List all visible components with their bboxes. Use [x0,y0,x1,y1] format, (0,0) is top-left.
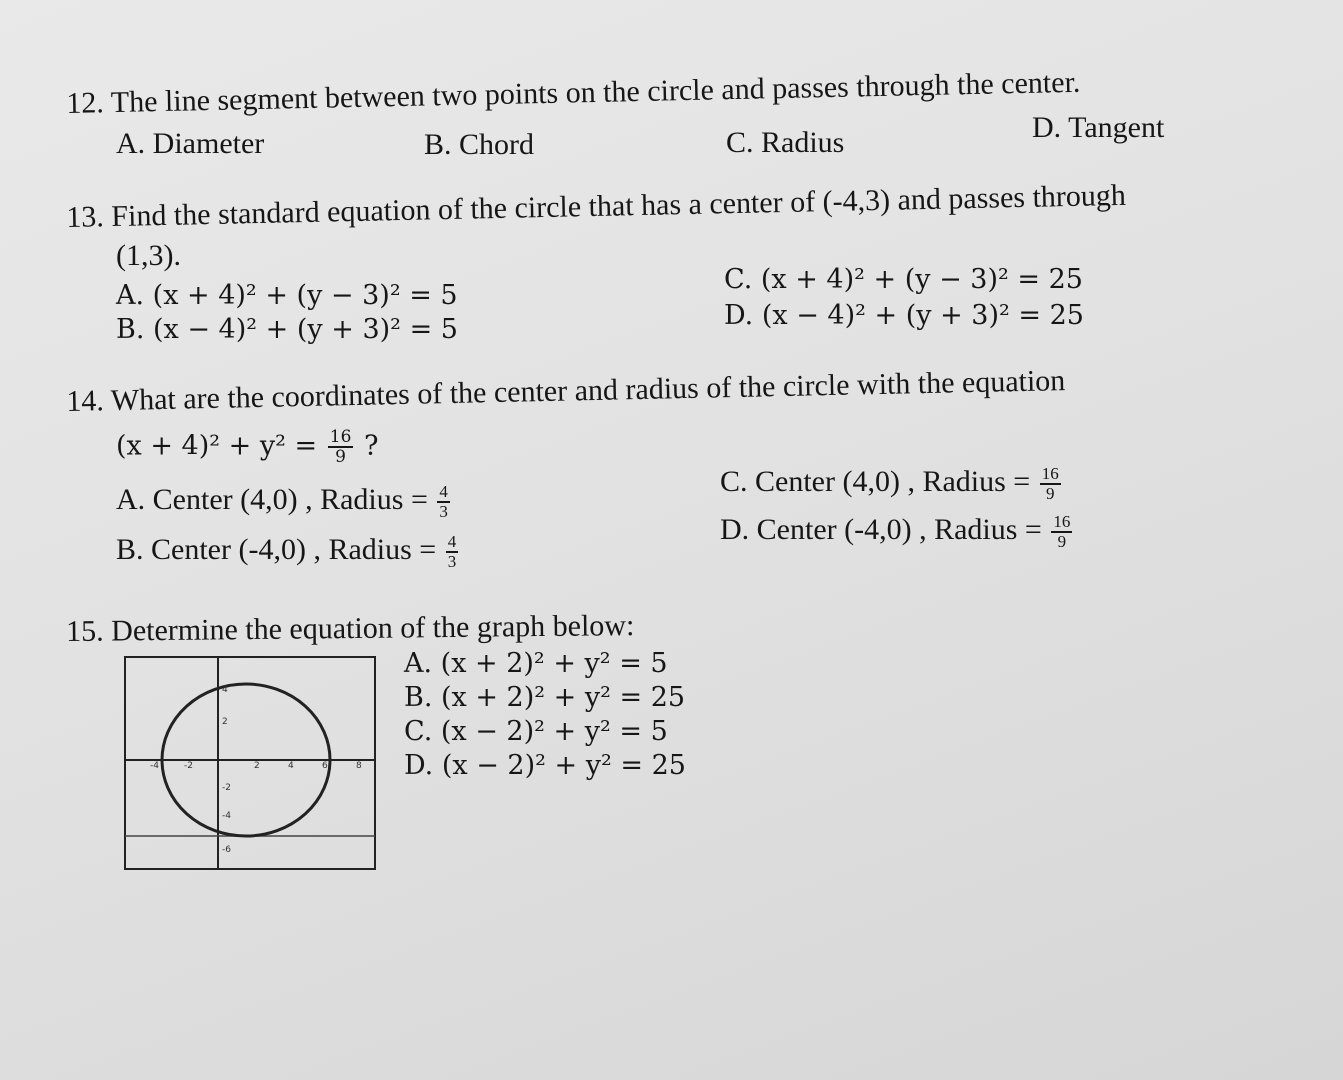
y-tick-labels [222,685,231,855]
x-tick-label: -2 [184,761,193,771]
choice-14c: C. Center (4,0) , Radius = $\frac{16}{9}$ [720,464,1059,504]
question-text: The line segment between two points on the circle and passes through the center. [110,65,1081,120]
choice-15c: C. (x − 2)² + y² = 5 [404,716,668,747]
choice-13b: B. (x − 4)² + (y + 3)² = 5 [116,314,458,345]
radius-fraction: $\frac{16}{9}$ [1041,464,1059,504]
choice-15d: D. (x − 2)² + y² = 25 [404,750,686,781]
equation-fraction: $\frac{16}{9}$ [329,427,352,467]
circle-graph [124,656,376,870]
question-number: 15. [66,614,104,648]
question-14 [66,363,1066,420]
question-14-equation [116,428,378,466]
radius-fraction: $\frac{4}{3}$ [447,532,457,572]
choice-12c: C. Radius [726,126,845,159]
question-number: 13. [66,200,105,234]
choice-14d: D. Center (-4,0) , Radius = $\frac{16}{9}$ [720,512,1071,552]
choice-13a: A. (x + 4)² + (y − 3)² = 5 [116,280,458,311]
x-tick-label: 4 [288,761,294,771]
x-tick-label: 6 [322,761,328,771]
x-tick-label: 8 [356,761,362,771]
x-tick-label: 2 [254,761,260,771]
y-tick-label: 2 [222,717,228,727]
radius-fraction: $\frac{4}{3}$ [439,482,448,522]
question-12 [66,65,1081,122]
y-tick-label: -2 [222,783,231,793]
choice-12b: B. Chord [424,128,535,161]
question-text: Find the standard equation of the circle that has a center of (-4,3) and passes through [111,178,1127,234]
choice-13c: C. (x + 4)² + (y − 3)² = 25 [724,264,1083,295]
question-number: 12. [66,86,105,120]
equation-end: ? [363,430,379,462]
question-text: What are the coordinates of the center and radius of the circle with the equation [110,364,1066,418]
choice-14b: B. Center (-4,0) , Radius = $\frac{4}{3}$ [116,532,457,572]
question-13 [66,178,1126,236]
choice-14a: A. Center (4,0) , Radius = $\frac{4}{3}$ [116,482,448,522]
question-number: 14. [66,384,105,418]
y-tick-label: 4 [222,685,228,695]
choice-15b: B. (x + 2)² + y² = 25 [404,682,686,713]
choice-12d: D. Tangent [1032,111,1165,144]
y-tick-label: -6 [222,845,231,855]
equation-left: (x + 4)² + y² = [116,430,318,462]
question-15 [66,608,635,650]
radius-fraction: $\frac{16}{9}$ [1053,512,1071,552]
question-text: Determine the equation of the graph below: [111,609,635,648]
choice-12a: A. Diameter [116,127,265,160]
x-tick-label: -4 [150,761,159,771]
question-13-text-continued: (1,3). [116,239,181,272]
choice-15a: A. (x + 2)² + y² = 5 [404,648,668,679]
y-tick-label: -4 [222,811,231,821]
choice-13d: D. (x − 4)² + (y + 3)² = 25 [724,300,1084,331]
